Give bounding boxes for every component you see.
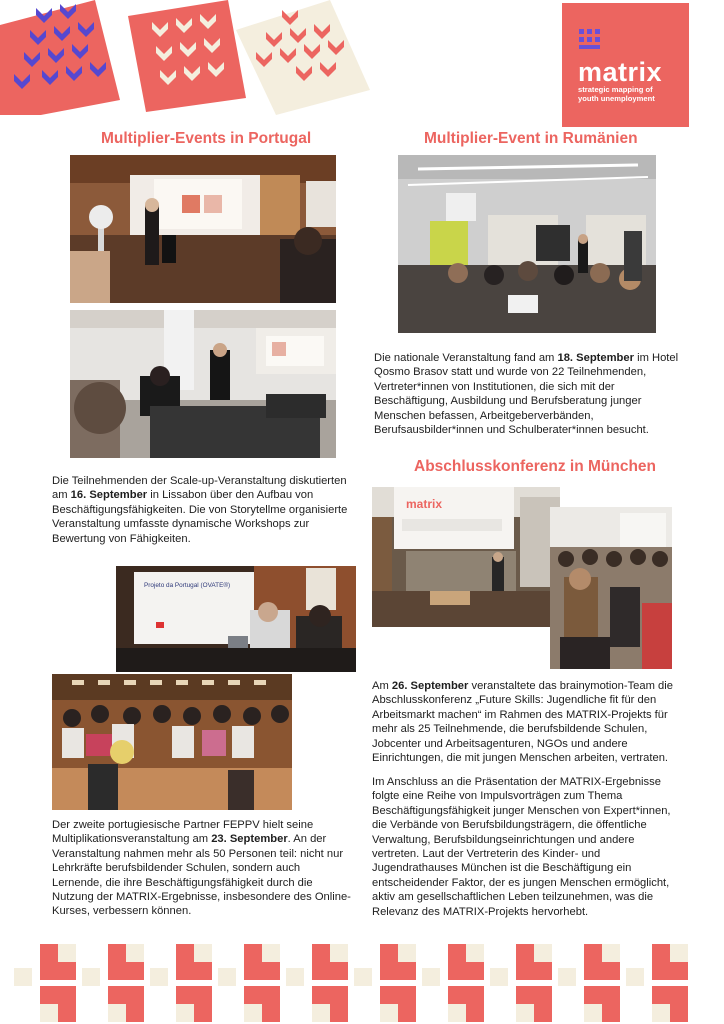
logo-mark-icon	[579, 29, 607, 51]
matrix-logo	[562, 3, 689, 127]
top-decor-pattern	[0, 0, 380, 115]
heading-portugal: Multiplier-Events in Portugal	[101, 130, 312, 147]
photo-portugal-feppv-panel	[116, 566, 356, 672]
paragraph-portugal-feppv: Der zweite portugiesische Partner FEPPV hielt seine Multiplikationsveranstaltung am 23. September. An der Veranstaltung nahmen mehr als 50 Personen teil: nicht nur Lehrkräfte berufsbildender Schulen, sondern auch Lernende, die ihre Beschäftigungsfähigkeit durch die Nutzung der MATRIX-Ergebnisse, insbesondere des Online-Kurses, verbessern können.	[52, 819, 351, 918]
photo-romania-event	[398, 155, 656, 333]
bottom-decor-pattern	[0, 938, 724, 1024]
logo-wordmark: matrix	[578, 57, 663, 87]
heading-romania: Multiplier-Event in Rumänien	[424, 130, 638, 147]
paragraph-munich-1: Am 26. September veranstaltete das brainymotion-Team die Abschlusskonferenz „Future Skills: Jugendliche fit für den Arbeitsmarkt machen“ im Rahmen des MATRIX-Projekts für mehr als 25 Teilnehmende, die berufsbildende Schulen, Jobcenter und Arbeitsagenturen, NGOs und andere Einrichtungen, die mit jungen Menschen arbeiten, vertraten.	[372, 680, 673, 765]
photo-portugal-auditorium	[52, 674, 292, 810]
logo-tagline: strategic mapping of youth unemployment	[578, 85, 655, 103]
photo-munich-audience	[550, 507, 672, 669]
banner-wordmark: matrix	[406, 497, 443, 511]
photo-portugal-presentation	[70, 155, 336, 303]
photo-munich-stage	[372, 487, 560, 627]
paragraph-romania: Die nationale Veranstaltung fand am 18. September im Hotel Qosmo Brasov statt und wurde von 22 Teilnehmenden, Vertreter*innen von Institutionen, die sich mit der Beschäftigung, Ausbildung und Berufsberatung junger Menschen befassen, Arbeitgeberverbänden, Berufsausbilder*innen und Schulberater*innen besucht.	[374, 352, 679, 437]
photo-portugal-meeting-room	[70, 310, 336, 458]
paragraph-munich-2: Im Anschluss an die Präsentation der MATRIX-Ergebnisse folgte eine Reihe von Impulsvorträgen zum Thema Beschäftigungsfähigkeit junger Menschen von Expert*innen, die Verbände von Berufsbildungsträgern, die öffentliche Verwaltung, Berufsbildungseinrichtungen und andere vertreten. Laut der Vertreterin des Kinder- und Jugendrathauses München ist die Beschäftigung ein entscheidender Faktor, der es jungen Menschen ermöglicht, aktiv am gesellschaftlichen Leben teilzunehmen, was die Relevanz des MATRIX-Projekts hervorhebt.	[372, 776, 671, 918]
paragraph-portugal-scaleup: Die Teilnehmenden der Scale-up-Veranstaltung diskutierten am 16. September in Lissabon über den Aufbau von Beschäftigungsfähigkeiten. Die von Storytellme organisierte Veranstaltung umfasste dynamische Workshops zur Bewertung von Fähigkeiten.	[52, 475, 348, 545]
heading-munich: Abschlusskonferenz in München	[414, 458, 657, 475]
slide-title-text: Projeto da Portugal (OVATE®)	[144, 582, 231, 589]
